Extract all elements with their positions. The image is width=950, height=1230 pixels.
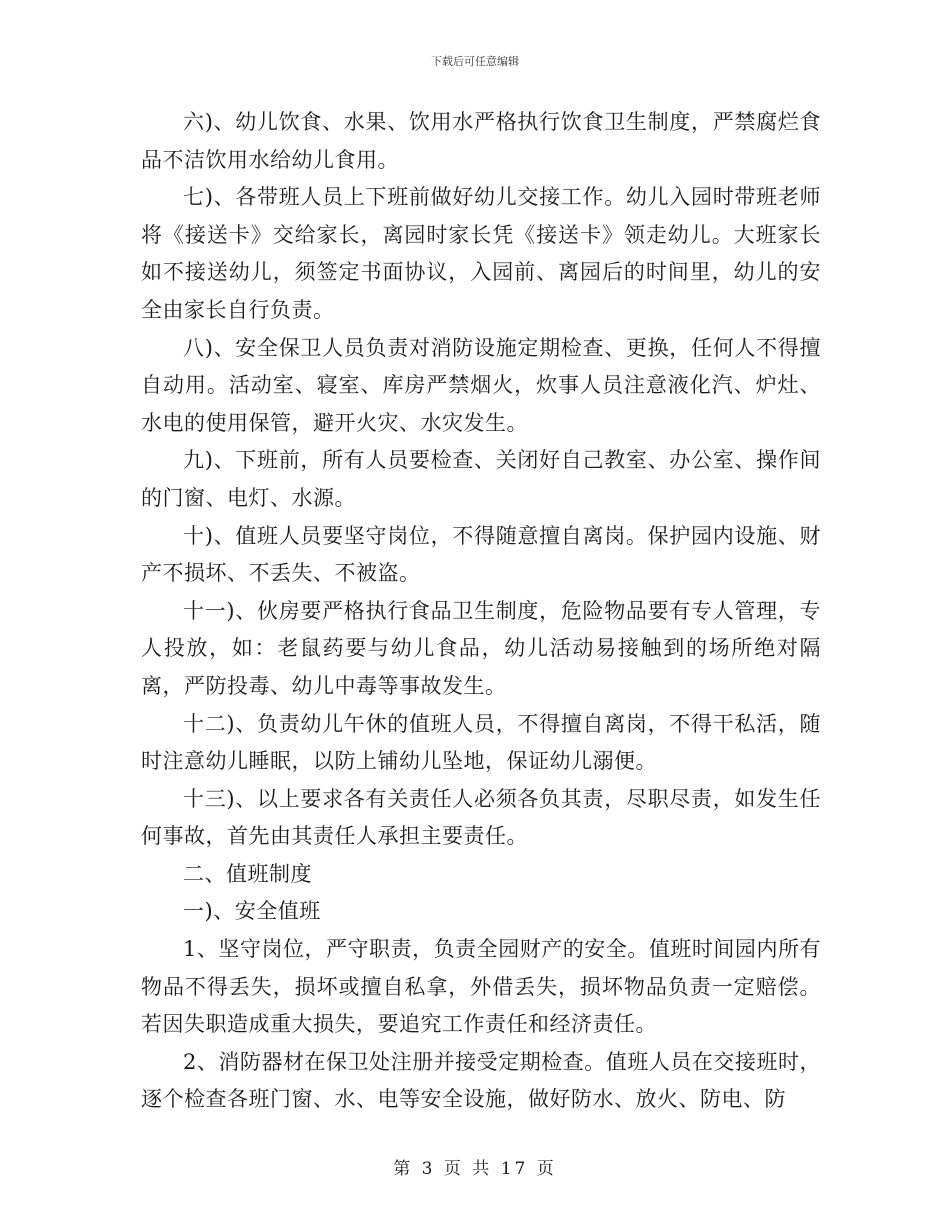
paragraph-item-6: 六)、幼儿饮食、水果、饮用水严格执行饮食卫生制度，严禁腐烂食品不洁饮用水给幼儿食用。 xyxy=(141,110,821,172)
section-heading-duty-system: 二、值班制度 xyxy=(183,861,312,886)
paragraph-item-13: 十三)、以上要求各有关责任人必须各负其责，尽职尽责，如发生任何事故，首先由其责任人承担主要责任。 xyxy=(141,786,821,849)
paragraph-rule-1: 1、坚守岗位，严守职责，负责全园财产的安全。值班时间园内所有物品不得丢失，损坏或擅自私拿，外借丢失，损坏物品负责一定赔偿。若因失职造成重大损失，要追究工作责任和经济责任。 xyxy=(141,937,821,1037)
paragraph-item-10: 十)、值班人员要坚守岗位，不得随意擅自离岗。保护园内设施、财产不损坏、不丢失、不被盗。 xyxy=(141,523,821,586)
page-number-footer: 第 3 页 共 17 页 xyxy=(393,1159,557,1179)
paragraph-item-11: 十一)、伙房要严格执行食品卫生制度，危险物品要有专人管理，专人投放，如：老鼠药要与幼儿食品，幼儿活动易接触到的场所绝对隔离，严防投毒、幼儿中毒等事故发生。 xyxy=(141,598,821,698)
document-body xyxy=(141,104,821,1119)
paragraph-rule-2: 2、消防器材在保卫处注册并接受定期检查。值班人员在交接班时，逐个检查各班门窗、水、电等安全设施，做好防水、放火、防电、防 xyxy=(141,1049,821,1112)
paragraph-item-12: 十二)、负责幼儿午休的值班人员，不得擅自离岗，不得干私活，随时注意幼儿睡眠，以防上铺幼儿坠地，保证幼儿溺便。 xyxy=(141,711,821,774)
paragraph-item-9: 九)、下班前，所有人员要检查、关闭好自己教室、办公室、操作间的门窗、电灯、水源。 xyxy=(141,448,821,510)
paragraph-item-8: 八)、安全保卫人员负责对消防设施定期检查、更换，任何人不得擅自动用。活动室、寝室、库房严禁烟火，炊事人员注意液化汽、炉灶、水电的使用保管，避开火灾、水灾发生。 xyxy=(141,335,821,435)
page-header-note: 下载后可任意编辑 xyxy=(431,55,519,68)
paragraph-item-7: 七)、各带班人员上下班前做好幼儿交接工作。幼儿入园时带班老师将《接送卡》交给家长，离园时家长凭《接送卡》领走幼儿。大班家长如不接送幼儿，须签定书面协议，入园前、离园后的时间里，幼儿的安全由家长自行负责。 xyxy=(141,185,821,322)
subsection-heading-safety-duty: 一)、安全值班 xyxy=(183,899,321,924)
